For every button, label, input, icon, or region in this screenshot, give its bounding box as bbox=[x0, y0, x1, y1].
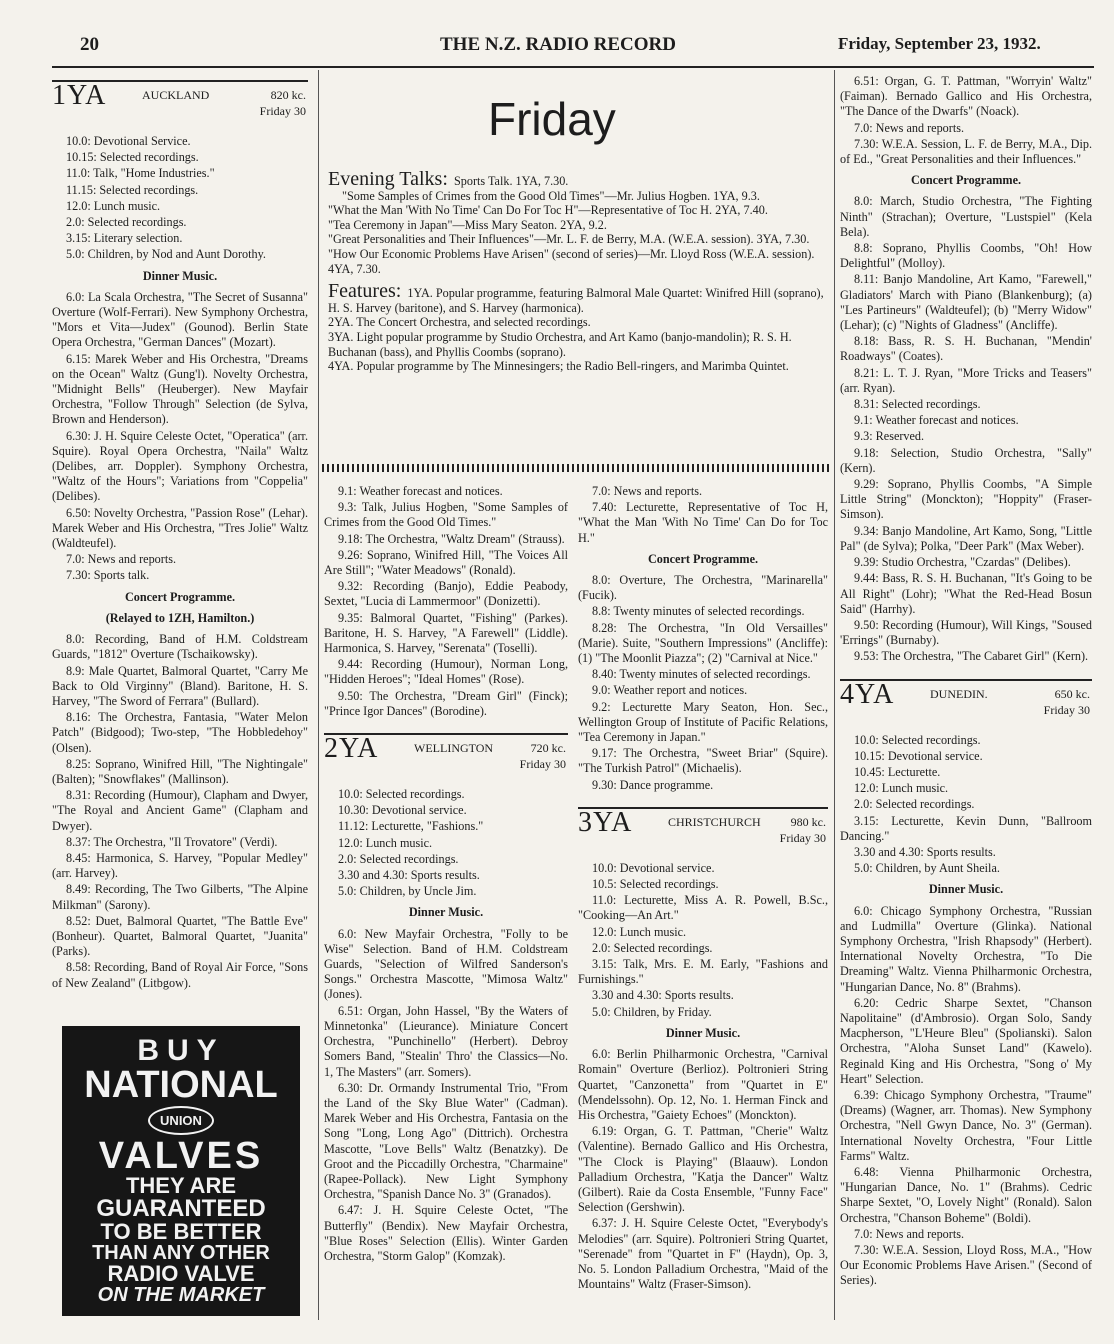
programme-item: 8.0: March, Studio Orchestra, "The Fighting Ninth" (Strachan); Overture, "Lustspiel" (Kela Bela). bbox=[840, 194, 1092, 239]
column-3 bbox=[578, 484, 828, 1293]
programme-item: 8.0: Overture, The Orchestra, "Marinarella" (Fucik). bbox=[578, 573, 828, 603]
programme-item: 9.30: Dance programme. bbox=[592, 777, 714, 792]
programme-item: 10.30: Devotional service. bbox=[338, 803, 467, 818]
programme-item: 9.26: Soprano, Winifred Hill, "The Voices All Are Still"; "Water Meadows" (Ronald). bbox=[324, 547, 568, 578]
list-concert bbox=[578, 573, 828, 793]
programme-item: 8.28: The Orchestra, "In Old Versailles" (Marie). Suite, "Southern Impressions" (Ancliffe): (1) "The Moonlit Piazza"; (2) "Carnival at Nice." bbox=[578, 620, 828, 666]
station-header-1ya: 1YA AUCKLAND 820 kc. Friday 30 bbox=[52, 80, 308, 126]
list-upper bbox=[578, 484, 828, 546]
relay-note: (Relayed to 1ZH, Hamilton.) bbox=[105, 610, 255, 625]
column-divider bbox=[318, 70, 319, 1320]
feature-line: 4YA. Popular programme by The Minnesingers; the Radio Bell-ringers, and Marimba Quintet. bbox=[328, 359, 789, 374]
programme-item: 5.0: Children, by Uncle Jim. bbox=[338, 884, 477, 899]
programme-item: 2.0: Selected recordings. bbox=[854, 797, 975, 812]
programme-item: 6.0: Chicago Symphony Orchestra, "Russian and Ludmilla" Overture (Glinka). National Symphony Orchestra, "Irish Rhapsody" (Herbert). International Novelty Orchestra, "To Die Dreaming" Waltz. Vienna Philharmonic Orchestra, "Hungarian Dance, No. 8" (Brahms). bbox=[840, 903, 1092, 994]
ad-line: GUARANTEED bbox=[96, 1195, 266, 1222]
programme-item: 10.0: Devotional Service. bbox=[66, 134, 191, 148]
programme-item: 8.40: Twenty minutes of selected recordings. bbox=[592, 667, 811, 682]
programme-item: 3.30 and 4.30: Sports results. bbox=[592, 988, 734, 1003]
programme-item: 6.19: Organ, G. T. Pattman, "Cherie" Waltz (Valentine). Bernado Gallico and His Orchestra, "The Clock is Playing" (Blaauw). London Palladium Orchestra, "Katja the Dancer" Waltz (Gilbert). Raie da Costa Ensemble, "Funny Face" Selection (Gershwin). bbox=[578, 1124, 828, 1215]
ad-line: TO BE BETTER bbox=[100, 1219, 262, 1244]
list-dinner bbox=[840, 904, 1092, 1289]
section-heading: Dinner Music. bbox=[665, 1025, 741, 1040]
programme-item: 9.44: Bass, R. S. H. Buchanan, "It's Going to be All Right" (Lohr); "What the Red-Head Bosun Said" (Harrhy). bbox=[840, 571, 1092, 616]
programme-item: 9.39: Studio Orchestra, "Czardas" (Delibes). bbox=[854, 555, 1071, 570]
programme-item: 7.30: W.E.A. Session, L. F. de Berry, M.A., Dip. of Ed., "Great Personalities and their Influences." bbox=[840, 136, 1092, 167]
programme-item: 2.0: Selected recordings. bbox=[592, 940, 713, 955]
programme-item: 10.15: Devotional service. bbox=[854, 748, 983, 763]
programme-item: 6.30: J. H. Squire Celeste Octet, "Operatica" (arr. Squire). Royal Opera Orchestra, "Naila" Waltz (Delibes, arr. Doppler). Symphony Orchestra, "Waltz of the Hours"; Variations from "Coppelia" (Delibes). bbox=[52, 428, 308, 504]
column-4 bbox=[840, 74, 1092, 1290]
programme-item: 8.8: Soprano, Phyllis Coombs, "Oh! How Delightful" (Molloy). bbox=[840, 241, 1092, 271]
programme-item: 5.0: Children, by Nod and Aunt Dorothy. bbox=[66, 247, 266, 262]
programme-item: 6.0: New Mayfair Orchestra, "Folly to be Wise" Selection. Band of H.M. Coldstream Guards, "Selection of Wilfred Sanderson's Songs." Orchestra Mascotte, "Mimosa Waltz" (Jones). bbox=[324, 926, 568, 1002]
section-heading: Concert Programme. bbox=[910, 173, 1022, 188]
section-heading: Dinner Music. bbox=[142, 268, 218, 283]
programme-item: 9.1: Weather forecast and notices. bbox=[854, 413, 1019, 428]
publication-title: THE N.Z. RADIO RECORD bbox=[440, 34, 676, 55]
programme-item: 3.15: Talk, Mrs. E. M. Early, "Fashions and Furnishings." bbox=[578, 957, 828, 987]
programme-item: 10.0: Devotional service. bbox=[592, 860, 715, 875]
programme-item: 12.0: Lunch music. bbox=[592, 924, 687, 939]
section-heading: Concert Programme. bbox=[647, 551, 759, 566]
programme-item: 8.45: Harmonica, S. Harvey, "Popular Medley" (arr. Harvey). bbox=[52, 850, 308, 881]
talk-line: "Great Personalities and Their Influences"—Mr. L. F. de Berry, M.A. (W.E.A. session). 3YA, 7.30. bbox=[328, 232, 810, 247]
programme-item: 8.58: Recording, Band of Royal Air Force, "Sons of New Zealand" (Litbgow). bbox=[52, 960, 308, 990]
section-heading: Concert Programme. bbox=[124, 589, 236, 604]
list-dinner bbox=[52, 290, 308, 584]
column-2 bbox=[324, 484, 568, 1265]
talk-line: "What the Man 'With No Time' Can Do For Toc H"—Representative of Toc H. 2YA, 7.40. bbox=[328, 203, 768, 218]
programme-item: 9.2: Lecturette Mary Seaton, Hon. Sec., Wellington Group of Institute of Pacific Relations, "Tea Ceremony in Japan." bbox=[578, 699, 828, 745]
list-upper bbox=[324, 484, 568, 719]
programme-item: 9.50: The Orchestra, "Dream Girl" (Finck); "Prince Igor Dances" (Borodine). bbox=[324, 688, 568, 718]
programme-item: 3.30 and 4.30: Sports results. bbox=[854, 844, 996, 859]
feature-line: 3YA. Light popular programme by Studio Orchestra, and Art Kamo (banjo-mandolin); R. S. H. Buchanan (bass), and Phyllis Coombs (soprano). bbox=[328, 329, 792, 359]
programme-item: 8.9: Male Quartet, Balmoral Quartet, "Carry Me Back to Old Virginny" (Bland). Baritone, H. S. Harvey, "The Sword of Ferrara" (Bullard). bbox=[52, 663, 308, 708]
ad-line: RADIO VALVE bbox=[107, 1261, 255, 1286]
programme-item: 6.39: Chicago Symphony Orchestra, "Traume" (Dreams) (Wagner, arr. Thomas). New Symphony Orchestra, "Nell Gwyn Dance, No. 3" (German). International Novelty Orchestra, "Four Little Farms" Waltz. bbox=[840, 1087, 1092, 1163]
programme-item: 6.50: Novelty Orchestra, "Passion Rose" (Lehar). Marek Weber and His Orchestra, "Tres Jolie" Waltz (Waldteufel). bbox=[52, 505, 308, 551]
programme-item: 9.32: Recording (Banjo), Eddie Peabody, Sextet, "Lucia di Lammermoor" (Donizetti). bbox=[324, 579, 568, 609]
programme-item: 6.15: Marek Weber and His Orchestra, "Dreams on the Ocean" Waltz (Gung'l). Novelty Orchestra, "Midnight Bells" (Heuberger). New Mayfair Orchestra, "Follow Through" Selection (de Sylva, Brown and Henderson). bbox=[52, 351, 308, 427]
ornamental-rule bbox=[322, 464, 832, 472]
programme-item: 8.0: Recording, Band of H.M. Coldstream Guards, "1812" Overture (Tschaikowsky). bbox=[52, 632, 308, 662]
list-concert bbox=[840, 194, 1092, 664]
list-day bbox=[324, 787, 568, 899]
programme-item: 10.0: Selected recordings. bbox=[338, 787, 465, 802]
list-upper bbox=[840, 74, 1092, 167]
programme-item: 7.30: W.E.A. Session, Lloyd Ross, M.A., "How Our Economic Problems Have Arisen." (Second of Series). bbox=[840, 1243, 1092, 1288]
programme-item: 9.35: Balmoral Quartet, "Fishing" (Parkes). Baritone, H. S. Harvey, "A Farewell" (Liddle). Harmonica, S. Harvey, "Serenata" (Toselli). bbox=[324, 610, 568, 656]
programme-item: 8.37: The Orchestra, "Il Trovatore" (Verdi). bbox=[66, 834, 278, 849]
programme-item: 8.25: Soprano, Winifred Hill, "The Nightingale" (Balten); "Snowflakes" (Mallinson). bbox=[52, 756, 308, 786]
programme-item: 12.0: Lunch music. bbox=[338, 835, 433, 850]
programme-item: 8.31: Selected recordings. bbox=[854, 397, 981, 412]
programme-item: 9.29: Soprano, Phyllis Coombs, "A Simple Little String" (Monckton); "Hoppity" (Fraser-Simson). bbox=[840, 477, 1092, 522]
programme-item: 8.8: Twenty minutes of selected recordings. bbox=[592, 604, 805, 619]
programme-item: 7.0: News and reports. bbox=[854, 1226, 965, 1241]
programme-item: 6.37: J. H. Squire Celeste Octet, "Everybody's Melodies" (arr. Squire). Poltronieri String Quartet, "Serenade" from "Quartet in F" (Haydn), Op. 3, No. 5. London Palladium Orchestra, "Maid of the Mountains" Waltz (Fraser-Simson). bbox=[578, 1216, 828, 1292]
programme-item: 9.1: Weather forecast and notices. bbox=[338, 484, 503, 498]
programme-item: 12.0: Lunch music. bbox=[854, 781, 949, 796]
programme-item: 9.17: The Orchestra, "Sweet Briar" (Squire). "The Turkish Patrol" (Michaelis). bbox=[578, 746, 828, 776]
programme-item: 6.0: La Scala Orchestra, "The Secret of Susanna" Overture (Wolf-Ferrari). New Symphony Orchestra, "Mors et Vita—Judex" (Gounod). Berlin State Opera Orchestra, "German Dances" (Mozart). bbox=[52, 289, 308, 350]
programme-item: 11.0: Lecturette, Miss A. R. Powell, B.Sc., "Cooking—An Art." bbox=[578, 893, 828, 923]
programme-item: 8.21: L. T. J. Ryan, "More Tricks and Teasers" (arr. Ryan). bbox=[840, 365, 1092, 395]
list-concert bbox=[52, 632, 308, 991]
programme-item: 8.11: Banjo Mandoline, Art Kamo, "Farewell," Gladiators' March with Piano (Blankenburg); (a) "Les Partineurs" (Waldteufel); (b) "Merry Widow" (Lehar); (c) "Nights of Gladness" (Ancliffe). bbox=[840, 272, 1092, 333]
ad-logo-text: UNION bbox=[148, 1106, 214, 1135]
feature-line: 2YA. The Concert Orchestra, and selected recordings. bbox=[328, 315, 591, 330]
programme-item: 6.0: Berlin Philharmonic Orchestra, "Carnival Romain" Overture (Berlioz). Poltronieri String Quartet, "Canzonetta" from "Quartet in E" (Mendelssohn). Op. 12, No. 1. Herman Finck and His Orchestra, "Gaiety Echoes" (Monckton). bbox=[578, 1047, 828, 1122]
programme-item: 10.5: Selected recordings. bbox=[592, 877, 719, 892]
programme-item: 8.52: Duet, Balmoral Quartet, "The Battle Eve" (Bonheur). Quartet, Balmoral Quartet, "Juanita" (Parks). bbox=[52, 913, 308, 959]
programme-item: 2.0: Selected recordings. bbox=[66, 215, 187, 230]
programme-item: 9.0: Weather report and notices. bbox=[592, 683, 748, 698]
programme-item: 6.30: Dr. Ormandy Instrumental Trio, "From the Land of the Sky Blue Water" (Cadman). Marek Weber and His Orchestra, Fantasia on the Song "Long, Long Ago" (Dittrich). Orchestra Mascotte, "Love Bells" Waltz (Benatzky). De Groot and the Piccadilly Orchestra, "Charmaine" (Rapee-Pollack). New Light Symphony Orchestra, "Spanish Dance No. 3" (Granados). bbox=[324, 1080, 568, 1202]
programme-item: 9.50: Recording (Humour), Will Kings, "Soused 'Errings" (Burnaby). bbox=[840, 617, 1092, 648]
programme-item: 5.0: Children, by Friday. bbox=[592, 1004, 712, 1019]
programme-item: 10.15: Selected recordings. bbox=[66, 150, 199, 165]
programme-item: 9.44: Recording (Humour), Norman Long, "Hidden Heroes"; "Ideal Homes" (Rose). bbox=[324, 657, 568, 687]
programme-item: 5.0: Children, by Aunt Sheila. bbox=[854, 861, 1000, 876]
talk-line: "Some Samples of Crimes from the Good Old Times"—Mr. Julius Hogben. 1YA, 9.3. bbox=[342, 188, 760, 203]
programme-item: 6.47: J. H. Squire Celeste Octet, "The Butterfly" (Bendix). New Mayfair Orchestra, "Blue Roses" Selection (Ellis). Winter Garden Orchestra, "Storm Galop" (Komzak). bbox=[324, 1203, 568, 1263]
programme-item: 2.0: Selected recordings. bbox=[338, 851, 459, 866]
programme-item: 11.15: Selected recordings. bbox=[66, 182, 199, 197]
programme-item: 9.53: The Orchestra, "The Cabaret Girl" (Kern). bbox=[854, 649, 1089, 664]
programme-item: 7.0: News and reports. bbox=[854, 120, 965, 135]
programme-item: 12.0: Lunch music. bbox=[66, 198, 161, 213]
column-1 bbox=[52, 80, 308, 992]
header-rule bbox=[52, 66, 1094, 68]
talks-label: Evening Talks: bbox=[328, 168, 448, 190]
features-label: Features: bbox=[328, 280, 402, 303]
programme-item: 7.40: Lecturette, Representative of Toc H, "What the Man 'With No Time' Can Do for Toc H." bbox=[578, 500, 828, 545]
programme-item: 10.0: Selected recordings. bbox=[854, 732, 981, 747]
programme-item: 3.30 and 4.30: Sports results. bbox=[338, 868, 480, 883]
list-dinner bbox=[324, 927, 568, 1264]
programme-item: 3.15: Literary selection. bbox=[66, 231, 183, 246]
ad-line: BUY bbox=[137, 1034, 225, 1067]
ad-line: THEY ARE bbox=[125, 1173, 237, 1198]
programme-item: 8.31: Recording (Humour), Clapham and Dwyer, "The Royal and Ancient Game" (Clapham and Dwyer). bbox=[52, 788, 308, 833]
talks-box: Evening Talks: Sports Talk. 1YA, 7.30. "Some Samples of Crimes from the Good Old Times"—Mr. Julius Hogben. 1YA, 9.3. "What the Man 'With No Time' Can Do For Toc H"—Representative of Toc H. 2YA, 7.40. "Tea Ceremony in Japan"—Miss Mary Seaton. 2YA, 9.2. "Great Personalities and Their Influences"—Mr. L. F. de Berry, M.A. (W.E.A. session). 3YA, 7.30. "How Our Economic Problems Have Arisen" (second of series)—Mr. Lloyd Ross (W.E.A. session). 4YA, 7.30. Features: 1YA. Popular programme, featuring Balmoral Male Quartet: Winifred Hill (soprano), H. S. Harvey (baritone), and S. Harvey (harmonica). 2YA. The Concert Orchestra, and selected recordings. 3YA. Light popular programme by Studio Orchestra, and Art Kamo (banjo-mandolin); R. S. H. Buchanan (bass), and Phyllis Coombs (soprano). 4YA. Popular programme by The Minnesingers; the Radio Bell-ringers, and Marimba Quintet. bbox=[328, 172, 828, 374]
programme-item: 3.15: Lecturette, Kevin Dunn, "Ballroom Dancing." bbox=[840, 813, 1092, 843]
station-header-2ya: 2YA WELLINGTON 720 kc. Friday 30 bbox=[324, 733, 568, 779]
programme-item: 9.3: Talk, Julius Hogben, "Some Samples of Crimes from the Good Old Times." bbox=[324, 500, 568, 530]
programme-item: 9.18: The Orchestra, "Waltz Dream" (Strauss). bbox=[338, 531, 565, 546]
list-day bbox=[840, 733, 1092, 877]
station-header-4ya: 4YA DUNEDIN. 650 kc. Friday 30 bbox=[840, 679, 1092, 725]
programme-item: 7.30: Sports talk. bbox=[66, 568, 150, 583]
programme-item: 9.34: Banjo Mandoline, Art Kamo, Song, "Little Pal" (de Sylva); Polka, "Deer Park" (Max Weber). bbox=[840, 523, 1092, 553]
programme-item: 6.48: Vienna Philharmonic Orchestra, "Hungarian Dance, No. 1" (Brahms). Cedric Sharpe Sextet, "O, Lovely Night" (Ronald). Salon Orchestra, "Chanson Boheme" (Boldi). bbox=[840, 1165, 1092, 1225]
page-number: 20 bbox=[80, 34, 99, 55]
list-day bbox=[578, 861, 828, 1020]
section-heading: Dinner Music. bbox=[928, 882, 1004, 897]
talk-line: "Tea Ceremony in Japan"—Miss Mary Seaton. 2YA, 9.2. bbox=[328, 217, 607, 232]
programme-item: 6.51: Organ, G. T. Pattman, "Worryin' Waltz" (Faiman). Bernado Gallico and His Orchestra, "The Dance of the Dwarfs" (Noack). bbox=[840, 74, 1092, 119]
section-heading: Dinner Music. bbox=[408, 905, 484, 920]
column-divider bbox=[834, 70, 835, 1320]
programme-item: 6.20: Cedric Sharpe Sextet, "Chanson Napolitaine" (d'Ambrosio). Organ Solo, Sandy Macpherson, "L'Heure Bleu" (Spolianski). Salon Orchestra, "Aloha Sunset Land" (Kawelo). Reginald King and His Orchestra, "Song o' My Heart" Selection. bbox=[840, 995, 1092, 1086]
programme-item: 7.0: News and reports. bbox=[592, 484, 703, 498]
ad-line: ON THE MARKET bbox=[97, 1284, 265, 1306]
list-day bbox=[52, 134, 308, 263]
advertisement bbox=[62, 1026, 300, 1316]
talk-line: "How Our Economic Problems Have Arisen" (second of series)—Mr. Lloyd Ross (W.E.A. session). 4YA, 7.30. bbox=[328, 246, 815, 276]
programme-item: 11.0: Talk, "Home Industries." bbox=[66, 166, 215, 181]
ad-line: NATIONAL bbox=[84, 1064, 278, 1106]
programme-item: 10.45: Lecturette. bbox=[854, 764, 941, 779]
ad-line: VALVES bbox=[98, 1135, 264, 1177]
programme-item: 7.0: News and reports. bbox=[66, 552, 177, 567]
programme-item: 6.51: Organ, John Hassel, "By the Waters of Minnetonka" (Lieurance). Miniature Concert Orchestra, "Punchinello" (Herbert). Debroy Somers Band, "Stealin' Thro' the Classics—No. 1, The Masters" (arr. Somers). bbox=[324, 1003, 568, 1079]
programme-item: 8.18: Bass, R. S. H. Buchanan, "Mendin' Roadways" (Coates). bbox=[840, 334, 1092, 364]
list-dinner bbox=[578, 1047, 828, 1292]
station-header-3ya: 3YA CHRISTCHURCH 980 kc. Friday 30 bbox=[578, 807, 828, 853]
day-banner: Friday bbox=[488, 93, 616, 145]
ad-line: THAN ANY OTHER bbox=[92, 1242, 270, 1264]
programme-item: 11.12: Lecturette, "Fashions." bbox=[338, 819, 484, 834]
programme-item: 9.3: Reserved. bbox=[854, 429, 925, 444]
programme-item: 8.16: The Orchestra, Fantasia, "Water Melon Patch" (Bidgood); Two-step, "The Hobbledehoy" (Olsen). bbox=[52, 710, 308, 755]
programme-item: 8.49: Recording, The Two Gilberts, "The Alpine Milkman" (Sarony). bbox=[52, 882, 308, 912]
issue-date: Friday, September 23, 1932. bbox=[838, 34, 1041, 53]
programme-item: 9.18: Selection, Studio Orchestra, "Sally" (Kern). bbox=[840, 445, 1092, 475]
